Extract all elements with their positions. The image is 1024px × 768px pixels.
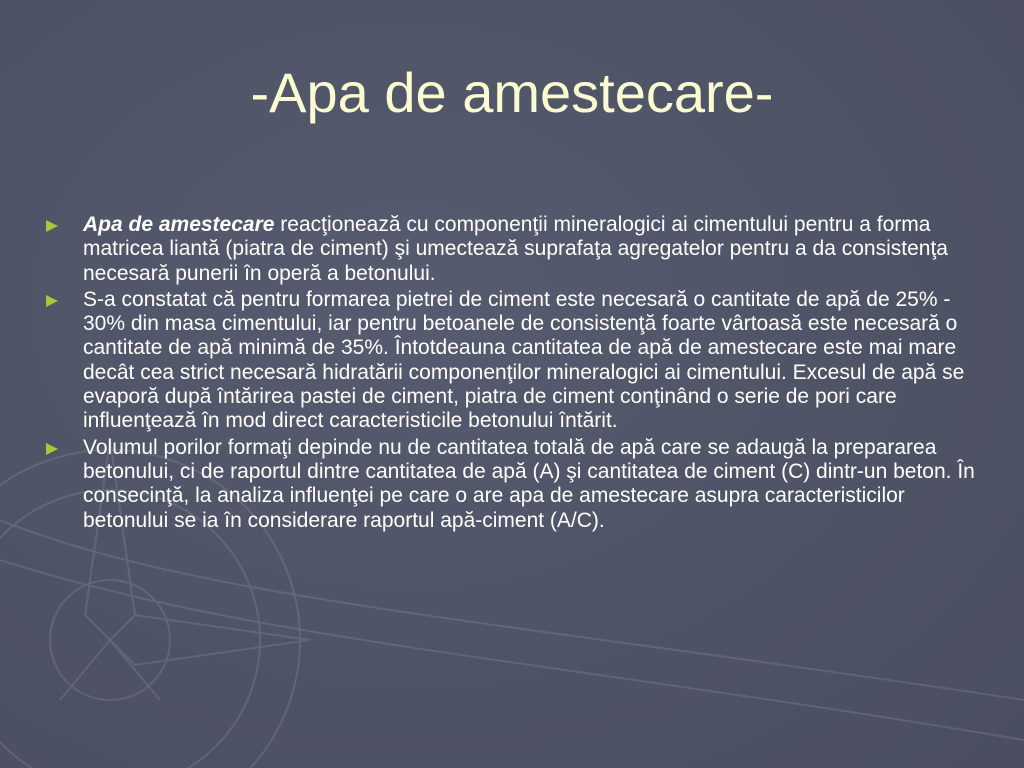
bullet-text: S-a constatat că pentru formarea pietrei de ciment este necesară o cantitate de apă de 25% - 30% din masa cimentului, iar pentru betoanele de consistenţă foarte vârtoasă este necesară o cantitate de apă minimă de 35%. Întotdeauna cantitatea de apă de amestecare este mai mare decât cea strict necesară hidratării componenţilor mineralogici ai cimentului. Excesul de apă se evaporă după întărirea pastei de ciment, piatra de ciment conţinând o serie de pori care influenţează în mod direct caracteristicile betonului întărit.: [83, 287, 965, 433]
bullet-text: reacţionează cu componenţii mineralogici ai cimentului pentru a forma matricea liantă (piatra de ciment) şi umectează suprafaţa agregatelor pentru a da consistenţa necesară punerii în operă a betonului.: [83, 213, 948, 285]
triangle-bullet-icon: [46, 443, 58, 455]
bullet-item: [46, 213, 986, 286]
bullet-list: [46, 213, 986, 535]
slide-title: -Apa de amestecare-: [250, 61, 774, 124]
triangle-bullet-icon: [46, 295, 58, 307]
bullet-item: [46, 288, 986, 434]
bullet-item: [46, 436, 986, 533]
triangle-bullet-icon: [46, 220, 58, 232]
bullet-term: Apa de amestecare: [83, 213, 275, 236]
bullet-text: Volumul porilor formaţi depinde nu de cantitatea totală de apă care se adaugă la prepararea betonului, ci de raportul dintre cantitatea de apă (A) şi cantitatea de ciment (C) dintr-un beton. În consecinţă, la analiza influenţei pe care o are apa de amestecare asupra caracteristicilor betonului se ia în considerare raportul apă-ciment (A/C).: [83, 435, 975, 532]
